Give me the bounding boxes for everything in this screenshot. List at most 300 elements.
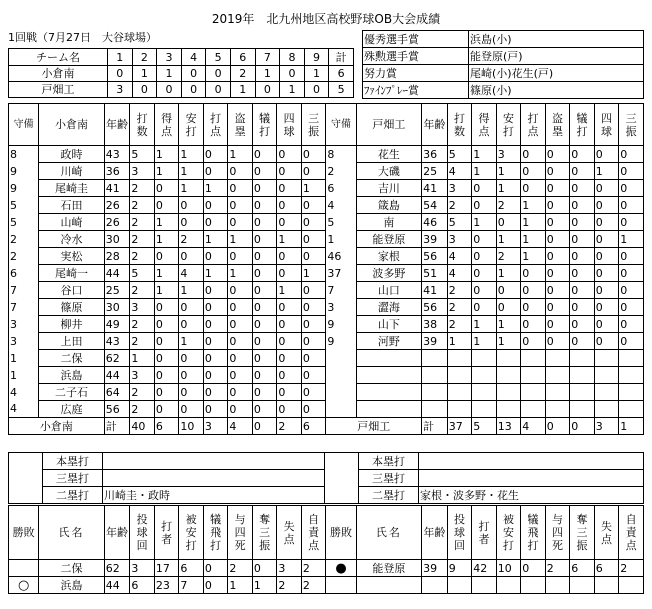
- player-position: 9: [9, 180, 39, 197]
- player-stat: 0: [594, 265, 619, 282]
- player-row: [9, 316, 644, 333]
- pitching-header: [9, 506, 644, 560]
- player-age: 26: [104, 214, 130, 231]
- player-name: 大磯: [356, 163, 421, 180]
- player-position: 8: [9, 146, 39, 163]
- player-age: 39: [422, 231, 448, 248]
- player-name: 山口: [356, 282, 421, 299]
- player-position: 1: [9, 350, 39, 367]
- player-stat: 0: [203, 367, 228, 384]
- header-stat: 打数: [130, 104, 155, 146]
- player-row: [9, 265, 644, 282]
- player-stat: 0: [570, 197, 595, 214]
- player-name: 尾崎圭: [39, 180, 104, 197]
- player-stat: 0: [252, 367, 277, 384]
- player-age: 41: [422, 282, 448, 299]
- player-stat: 2: [447, 316, 472, 333]
- player-stat: 0: [570, 299, 595, 316]
- player-stat: [447, 401, 472, 418]
- player-stat: 0: [277, 299, 302, 316]
- extra-hit-players: [103, 453, 325, 470]
- pitcher-stat: [619, 577, 644, 594]
- win-loss-mark: ●: [326, 560, 356, 577]
- pitching-header-cell: 打者: [472, 506, 497, 560]
- win-loss-mark: ○: [9, 577, 39, 594]
- player-name: 河野: [356, 333, 421, 350]
- player-age: 44: [104, 265, 130, 282]
- player-position: 3: [9, 333, 39, 350]
- player-stat: 0: [277, 316, 302, 333]
- player-stat: [594, 350, 619, 367]
- player-position: 37: [326, 265, 356, 282]
- pitcher-stat: 17: [154, 560, 179, 577]
- player-position: [326, 384, 356, 401]
- player-name: 尾崎一: [39, 265, 104, 282]
- player-name: 二保: [39, 350, 104, 367]
- player-position: 6: [326, 180, 356, 197]
- award-winner: 篠原(小): [469, 82, 644, 99]
- player-stat: 0: [277, 265, 302, 282]
- pitcher-stat: [496, 577, 521, 594]
- award-label: 優秀選手賞: [363, 31, 469, 48]
- player-position: 3: [9, 316, 39, 333]
- inning-score: 0: [255, 82, 280, 98]
- inning-score: 0: [157, 82, 182, 98]
- pitching-header-cell: 被安打: [179, 506, 204, 560]
- pitcher-stat: 23: [154, 577, 179, 594]
- player-stat: [496, 401, 521, 418]
- page-title: 2019年 北九州地区高校野球OB大会成績: [211, 12, 441, 26]
- total-stat: 4: [228, 418, 253, 435]
- player-stat: 0: [521, 180, 546, 197]
- player-stat: 0: [301, 401, 326, 418]
- player-stat: 0: [252, 333, 277, 350]
- inning-score: 0: [132, 82, 157, 98]
- total-stat: 10: [179, 418, 204, 435]
- player-stat: 0: [277, 214, 302, 231]
- player-stat: 0: [301, 197, 326, 214]
- player-position: 5: [326, 214, 356, 231]
- player-row: [9, 299, 644, 316]
- player-stat: 0: [619, 163, 644, 180]
- extra-hit-type: 本塁打: [43, 453, 103, 470]
- extra-hits-table: [8, 452, 644, 504]
- player-age: 51: [422, 265, 448, 282]
- player-stat: 1: [472, 214, 497, 231]
- player-stat: 0: [594, 197, 619, 214]
- player-stat: 1: [521, 248, 546, 265]
- player-stat: 0: [570, 163, 595, 180]
- player-stat: [472, 367, 497, 384]
- player-name: 上田: [39, 333, 104, 350]
- player-stat: 0: [252, 214, 277, 231]
- player-position: 2: [9, 231, 39, 248]
- player-name: [356, 350, 421, 367]
- header-stat: 安打: [496, 104, 521, 146]
- player-row: [9, 367, 644, 384]
- total-stat: 40: [130, 418, 155, 435]
- header-stat: 打点: [521, 104, 546, 146]
- player-stat: 1: [472, 163, 497, 180]
- header-stat: 四球: [594, 104, 619, 146]
- pitcher-stat: 2: [301, 560, 326, 577]
- line-score-header-cell: 6: [230, 49, 255, 66]
- player-stat: 0: [619, 214, 644, 231]
- extra-hit-type: 二塁打: [359, 487, 419, 504]
- player-stat: 0: [545, 248, 570, 265]
- player-stat: 1: [203, 265, 228, 282]
- player-name: 花生: [356, 146, 421, 163]
- player-age: 56: [104, 401, 130, 418]
- player-stat: 0: [203, 146, 228, 163]
- player-stat: 1: [203, 231, 228, 248]
- pitching-header-cell: 年齢: [104, 506, 130, 560]
- player-stat: 2: [130, 316, 155, 333]
- pitching-header-cell: 勝敗: [326, 506, 356, 560]
- pitcher-row: [9, 560, 644, 577]
- header-stat: 犠打: [570, 104, 595, 146]
- player-stat: 2: [130, 180, 155, 197]
- pitcher-stat: [422, 577, 448, 594]
- player-stat: 2: [496, 197, 521, 214]
- total-stat: 5: [472, 418, 497, 435]
- player-stat: 0: [179, 367, 204, 384]
- total-stat: 13: [496, 418, 521, 435]
- player-position: 7: [9, 299, 39, 316]
- player-stat: 0: [252, 282, 277, 299]
- player-name: 二子石: [39, 384, 104, 401]
- pitcher-stat: 2: [277, 577, 302, 594]
- player-stat: 0: [228, 350, 253, 367]
- player-stat: 0: [570, 231, 595, 248]
- player-stat: [594, 367, 619, 384]
- extra-hit-type: 三塁打: [359, 470, 419, 487]
- pitcher-stat: [472, 577, 497, 594]
- player-position: 4: [326, 197, 356, 214]
- award-winner: 浜島(小): [469, 31, 644, 48]
- player-stat: 0: [252, 316, 277, 333]
- player-stat: 1: [472, 333, 497, 350]
- player-age: 25: [104, 282, 130, 299]
- player-stat: 0: [154, 333, 179, 350]
- extra-hit-spacer: [325, 470, 359, 487]
- player-stat: 2: [130, 231, 155, 248]
- player-stat: 0: [228, 282, 253, 299]
- player-stat: 0: [619, 316, 644, 333]
- player-name: 吉川: [356, 180, 421, 197]
- line-score-header-cell: 5: [206, 49, 231, 66]
- line-score-team: 戸畑工: [9, 82, 108, 98]
- win-loss-mark: [9, 560, 39, 577]
- player-row: [9, 231, 644, 248]
- player-stat: 0: [203, 163, 228, 180]
- player-name: 浜島: [39, 367, 104, 384]
- player-stat: 0: [545, 299, 570, 316]
- player-stat: 0: [252, 265, 277, 282]
- player-stat: 0: [228, 180, 253, 197]
- player-stat: [496, 367, 521, 384]
- player-stat: 0: [179, 401, 204, 418]
- player-stat: [570, 384, 595, 401]
- player-stat: 1: [228, 265, 253, 282]
- player-position: 5: [9, 197, 39, 214]
- player-stat: 0: [154, 197, 179, 214]
- player-stat: 0: [301, 282, 326, 299]
- player-stat: 0: [154, 316, 179, 333]
- line-score-row: [9, 66, 354, 82]
- player-stat: 0: [277, 180, 302, 197]
- player-stat: 0: [277, 163, 302, 180]
- pitching-header-cell: 奪三振: [570, 506, 595, 560]
- award-row: [363, 48, 644, 65]
- player-stat: [472, 401, 497, 418]
- player-stat: 1: [154, 146, 179, 163]
- player-stat: 0: [252, 401, 277, 418]
- player-stat: 0: [545, 333, 570, 350]
- player-stat: 0: [154, 248, 179, 265]
- pitching-header-cell: 氏名: [356, 506, 421, 560]
- player-stat: 0: [154, 384, 179, 401]
- line-score-header-cell: 1: [108, 49, 133, 66]
- pitching-header-cell: 自責点: [619, 506, 644, 560]
- extra-hit-row: [9, 453, 644, 470]
- extra-hit-type: 本塁打: [359, 453, 419, 470]
- player-stat: 0: [545, 282, 570, 299]
- player-stat: 1: [277, 231, 302, 248]
- player-stat: 0: [570, 316, 595, 333]
- header-stat: 三振: [619, 104, 644, 146]
- player-stat: 1: [179, 163, 204, 180]
- player-stat: 2: [130, 248, 155, 265]
- player-age: 26: [104, 197, 130, 214]
- batting-header: [9, 104, 644, 146]
- player-age: 30: [104, 231, 130, 248]
- player-stat: 2: [496, 248, 521, 265]
- player-stat: 0: [545, 265, 570, 282]
- player-stat: 2: [447, 197, 472, 214]
- player-stat: [619, 350, 644, 367]
- inning-score: 2: [230, 66, 255, 82]
- player-age: 30: [104, 299, 130, 316]
- player-stat: 1: [496, 333, 521, 350]
- total-stat: 1: [619, 418, 644, 435]
- inning-score: 0: [206, 66, 231, 82]
- player-stat: [545, 350, 570, 367]
- pitcher-stat: [594, 577, 619, 594]
- player-position: 1: [326, 231, 356, 248]
- player-age: 56: [422, 299, 448, 316]
- extra-hit-players: [419, 453, 644, 470]
- player-stat: 0: [301, 299, 326, 316]
- player-position: 1: [9, 367, 39, 384]
- line-score-total: 5: [329, 82, 354, 98]
- pitching-header-cell: 打者: [154, 506, 179, 560]
- award-row: [363, 82, 644, 99]
- pitcher-stat: 2: [301, 577, 326, 594]
- pitching-header-cell: 氏名: [39, 506, 104, 560]
- player-stat: 0: [203, 299, 228, 316]
- player-stat: [594, 401, 619, 418]
- header-stat: 四球: [277, 104, 302, 146]
- player-stat: 0: [545, 146, 570, 163]
- player-stat: 1: [496, 316, 521, 333]
- player-stat: 0: [594, 282, 619, 299]
- team-name-header: 小倉南: [39, 104, 104, 146]
- player-age: 36: [104, 163, 130, 180]
- pitcher-stat: 3: [277, 560, 302, 577]
- player-stat: 5: [447, 214, 472, 231]
- player-stat: 0: [252, 197, 277, 214]
- player-stat: 0: [252, 299, 277, 316]
- player-stat: 0: [154, 350, 179, 367]
- player-stat: 0: [472, 282, 497, 299]
- player-stat: 0: [594, 146, 619, 163]
- header-stat: 盗塁: [228, 104, 253, 146]
- player-stat: 0: [228, 197, 253, 214]
- player-position: 9: [326, 333, 356, 350]
- pitcher-stat: 3: [130, 560, 155, 577]
- player-stat: 0: [228, 333, 253, 350]
- player-stat: 0: [545, 180, 570, 197]
- inning-score: 0: [181, 66, 206, 82]
- player-stat: 1: [154, 163, 179, 180]
- player-name: 冷水: [39, 231, 104, 248]
- player-position: 46: [326, 248, 356, 265]
- player-stat: [619, 384, 644, 401]
- player-stat: 0: [203, 282, 228, 299]
- pitcher-stat: 9: [447, 560, 472, 577]
- player-stat: 0: [179, 316, 204, 333]
- pitching-header-cell: 犠飛打: [203, 506, 228, 560]
- player-stat: [447, 350, 472, 367]
- player-name: 広庭: [39, 401, 104, 418]
- player-row: [9, 333, 644, 350]
- player-stat: 1: [228, 146, 253, 163]
- player-stat: 0: [545, 214, 570, 231]
- header-stat: 得点: [154, 104, 179, 146]
- player-stat: 2: [447, 282, 472, 299]
- player-stat: 0: [228, 299, 253, 316]
- player-stat: 0: [545, 316, 570, 333]
- player-name: 政時: [39, 146, 104, 163]
- player-name: [356, 367, 421, 384]
- player-stat: [570, 401, 595, 418]
- line-score-header-cell: 7: [255, 49, 280, 66]
- player-age: 36: [422, 146, 448, 163]
- player-stat: 0: [203, 214, 228, 231]
- extra-hit-spacer: [325, 453, 359, 470]
- extra-hit-row: [9, 470, 644, 487]
- pitcher-stat: 2: [619, 560, 644, 577]
- player-position: 8: [326, 146, 356, 163]
- player-stat: 0: [301, 384, 326, 401]
- pitching-header-cell: 投球回: [447, 506, 472, 560]
- pitcher-stat: [570, 577, 595, 594]
- player-age: [422, 367, 448, 384]
- player-stat: 1: [228, 231, 253, 248]
- pitching-header-cell: 自責点: [301, 506, 326, 560]
- player-stat: 1: [154, 214, 179, 231]
- player-stat: 0: [570, 333, 595, 350]
- inning-score: 1: [304, 66, 329, 82]
- player-row: [9, 180, 644, 197]
- inning-score: 0: [206, 82, 231, 98]
- pitching-table: [8, 505, 644, 594]
- line-score-header-cell: 計: [329, 49, 354, 66]
- player-stat: 0: [277, 350, 302, 367]
- player-stat: 0: [619, 197, 644, 214]
- extra-hit-players: 川崎圭・政時: [103, 487, 325, 504]
- player-age: 44: [104, 367, 130, 384]
- player-stat: 1: [203, 180, 228, 197]
- player-stat: 1: [472, 316, 497, 333]
- player-position: 4: [9, 401, 39, 418]
- player-stat: 0: [277, 367, 302, 384]
- player-stat: 0: [472, 248, 497, 265]
- pitcher-stat: 0: [203, 577, 228, 594]
- player-stat: 1: [521, 231, 546, 248]
- pitcher-stat: 6: [570, 560, 595, 577]
- pitching-header-cell: 奪三振: [252, 506, 277, 560]
- player-stat: 0: [619, 333, 644, 350]
- player-stat: 1: [179, 333, 204, 350]
- extra-hit-players: 家根・波多野・花生: [419, 487, 644, 504]
- pitcher-stat: 2: [228, 560, 253, 577]
- player-stat: 0: [521, 163, 546, 180]
- player-stat: 3: [447, 180, 472, 197]
- player-stat: [447, 367, 472, 384]
- player-name: 能登原: [356, 231, 421, 248]
- line-score-header-cell: 8: [280, 49, 305, 66]
- player-name: 箴島: [356, 197, 421, 214]
- total-stat: 3: [594, 418, 619, 435]
- header-stat: 打数: [447, 104, 472, 146]
- player-stat: 0: [521, 265, 546, 282]
- player-stat: [496, 350, 521, 367]
- player-stat: 2: [130, 197, 155, 214]
- player-position: 7: [326, 282, 356, 299]
- pitching-header-cell: 年齢: [422, 506, 448, 560]
- player-stat: [570, 367, 595, 384]
- pitching-header-cell: 失点: [594, 506, 619, 560]
- pitcher-name: 浜島: [39, 577, 104, 594]
- award-label: 殊勲選手賞: [363, 48, 469, 65]
- player-stat: [594, 384, 619, 401]
- total-team-name: 戸畑工: [326, 418, 422, 435]
- total-stat: 37: [447, 418, 472, 435]
- player-stat: 1: [496, 163, 521, 180]
- inning-score: 3: [108, 82, 133, 98]
- player-age: 43: [104, 146, 130, 163]
- award-winner: 尾崎(小)花生(戸): [469, 65, 644, 82]
- line-score-team: 小倉南: [9, 66, 108, 82]
- player-age: 38: [422, 316, 448, 333]
- player-position: 9: [326, 316, 356, 333]
- player-stat: 1: [130, 350, 155, 367]
- player-row: [9, 282, 644, 299]
- player-stat: [570, 350, 595, 367]
- player-row: [9, 350, 644, 367]
- player-stat: 0: [277, 146, 302, 163]
- player-stat: 0: [619, 248, 644, 265]
- player-stat: 0: [496, 214, 521, 231]
- player-stat: 0: [277, 401, 302, 418]
- player-age: 54: [422, 197, 448, 214]
- extra-hit-spacer: [9, 470, 43, 487]
- extra-hit-type: 三塁打: [43, 470, 103, 487]
- player-stat: 3: [496, 146, 521, 163]
- pitcher-stat: 0: [252, 560, 277, 577]
